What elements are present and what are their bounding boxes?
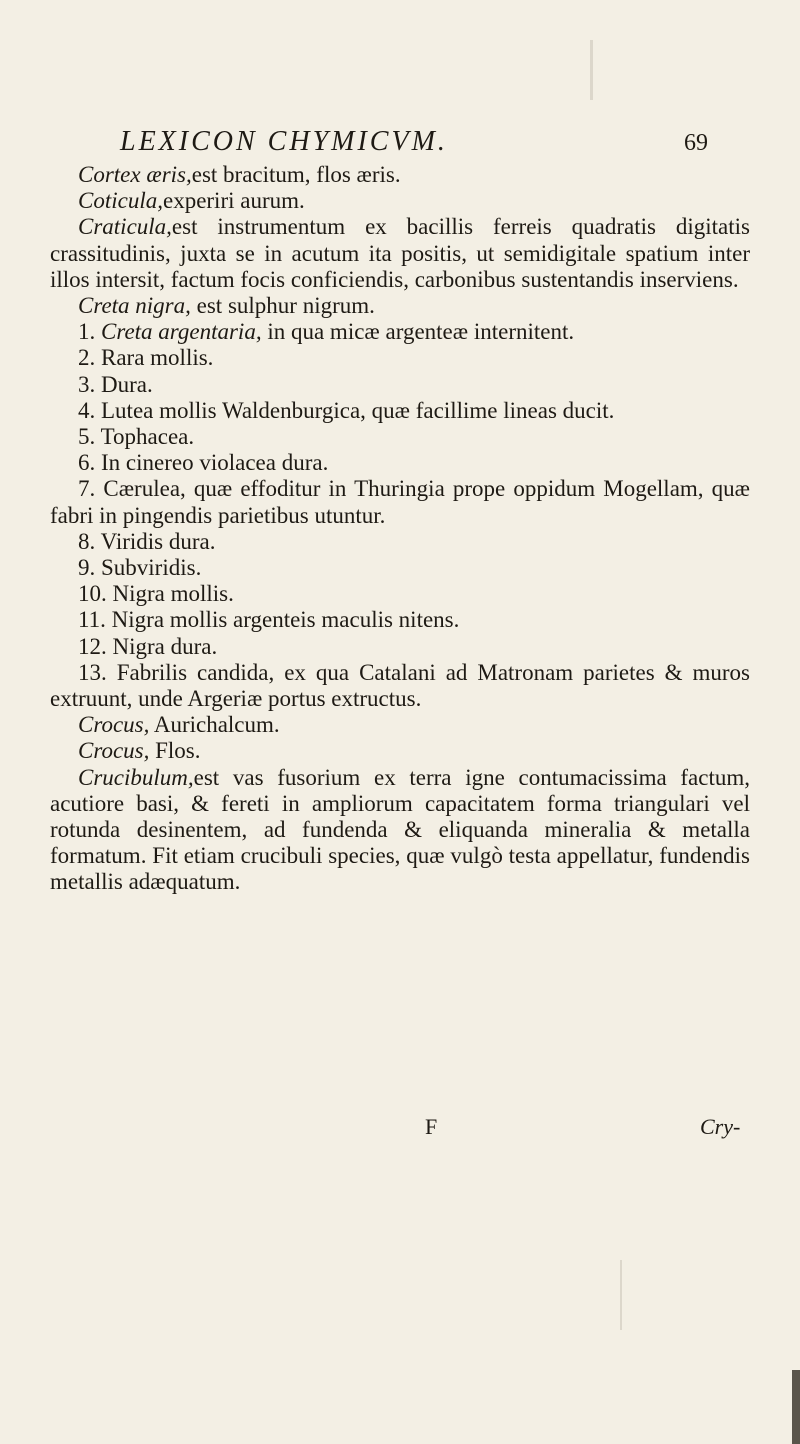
list-item-3 — [50, 372, 750, 398]
item-text: Cærulea, quæ effoditur in Thuringia prope oppidum Mogellam, quæ fabri in pingendis parietibus utuntur. — [50, 476, 751, 528]
entry-head: Creta nigra, — [78, 293, 191, 319]
entry-text: est instrumentum ex bacillis ferreis quadratis digitatis crassitudinis, juxta se in acutum ita positis, ut semidigitale spatium inter illos intersit, factum focis conficiendis, carbonibus sustentandis inserviens. — [50, 214, 750, 292]
list-item-13 — [50, 660, 750, 712]
entry-text: est sulphur nigrum. — [196, 293, 375, 319]
entry-text: est bracitum, flos æris. — [191, 162, 401, 187]
item-number: 1. — [78, 319, 96, 345]
item-number: 7. — [78, 476, 96, 502]
list-item-1 — [50, 319, 750, 345]
entry-head: Crocus, — [78, 738, 150, 764]
binding-edge — [792, 1370, 800, 1444]
item-text: Nigra dura. — [112, 633, 218, 659]
list-item-9 — [50, 555, 750, 581]
list-item-6 — [50, 450, 750, 476]
page-footer — [0, 1114, 800, 1144]
entry-cortex-aeris — [50, 162, 750, 188]
entry-text: experiri aurum. — [162, 188, 305, 214]
list-item-10 — [50, 581, 750, 607]
item-text: in qua micæ argenteæ internitent. — [267, 319, 575, 345]
entry-crocus-2 — [50, 738, 750, 764]
item-number: 13. — [78, 659, 107, 685]
item-text: Tophacea. — [100, 424, 195, 450]
item-number: 10. — [78, 581, 107, 607]
list-item-11 — [50, 607, 750, 633]
list-item-4 — [50, 398, 750, 424]
entry-head: Cortex æris, — [78, 162, 192, 187]
list-item-5 — [50, 424, 750, 450]
catchword: Cry- — [700, 1114, 741, 1139]
entry-text: Aurichalcum. — [153, 712, 280, 738]
item-number: 5. — [78, 424, 96, 450]
item-text: Nigra mollis argenteis maculis nitens. — [111, 607, 460, 633]
item-text: Fabrilis candida, ex qua Catalani ad Matronam parietes & muros extruunt, unde Argeriæ portus extructus. — [50, 659, 751, 712]
item-number: 3. — [78, 371, 96, 397]
item-number: 4. — [78, 397, 96, 423]
item-text: Dura. — [101, 371, 153, 397]
page-number: 69 — [684, 130, 708, 156]
running-title: LEXICON CHYMICVM. — [120, 126, 448, 157]
entry-crucibulum — [50, 765, 750, 896]
signature-mark: F — [425, 1114, 438, 1139]
item-number: 8. — [78, 528, 96, 554]
item-number: 2. — [78, 345, 96, 371]
entry-head: Coticula, — [78, 188, 163, 214]
entry-craticula — [50, 214, 750, 293]
entry-head: Crucibulum, — [78, 764, 194, 790]
list-item-2 — [50, 345, 750, 371]
item-text: Lutea mollis Waldenburgica, quæ facillime lineas ducit. — [101, 397, 615, 423]
item-number: 12. — [78, 633, 107, 659]
item-number: 6. — [78, 450, 96, 476]
paper-crease — [620, 1260, 622, 1330]
entry-text: Flos. — [155, 738, 201, 764]
item-head: Creta argentaria, — [101, 319, 262, 345]
entry-creta-nigra — [50, 293, 750, 319]
entry-head: Craticula, — [78, 214, 172, 240]
running-header — [120, 126, 708, 166]
list-item-12 — [50, 634, 750, 660]
item-number: 9. — [78, 555, 96, 581]
item-number: 11. — [78, 607, 106, 633]
text-body — [50, 162, 750, 896]
paper-crease — [590, 40, 593, 100]
item-text: Nigra mollis. — [112, 581, 234, 607]
item-text: Viridis dura. — [100, 528, 216, 554]
entry-head: Crocus, — [78, 712, 150, 738]
list-item-8 — [50, 529, 750, 555]
entry-coticula — [50, 188, 750, 214]
item-text: Subviridis. — [101, 555, 202, 581]
entry-text: est vas fusorium ex terra igne contumacissima factum, acutiore basi, & fereti in ampliorum capacitatem forma triangulari vel rotunda desinentem, ad fundenda & eliquanda mineralia & metalla formatum. Fit etiam crucibuli species, quæ vulgò testa appellatur, fundendis metallis adæquatum. — [50, 764, 750, 895]
item-text: Rara mollis. — [101, 345, 214, 371]
entry-crocus-1 — [50, 712, 750, 738]
list-item-7 — [50, 476, 750, 528]
item-text: In cinereo violacea dura. — [101, 450, 329, 476]
